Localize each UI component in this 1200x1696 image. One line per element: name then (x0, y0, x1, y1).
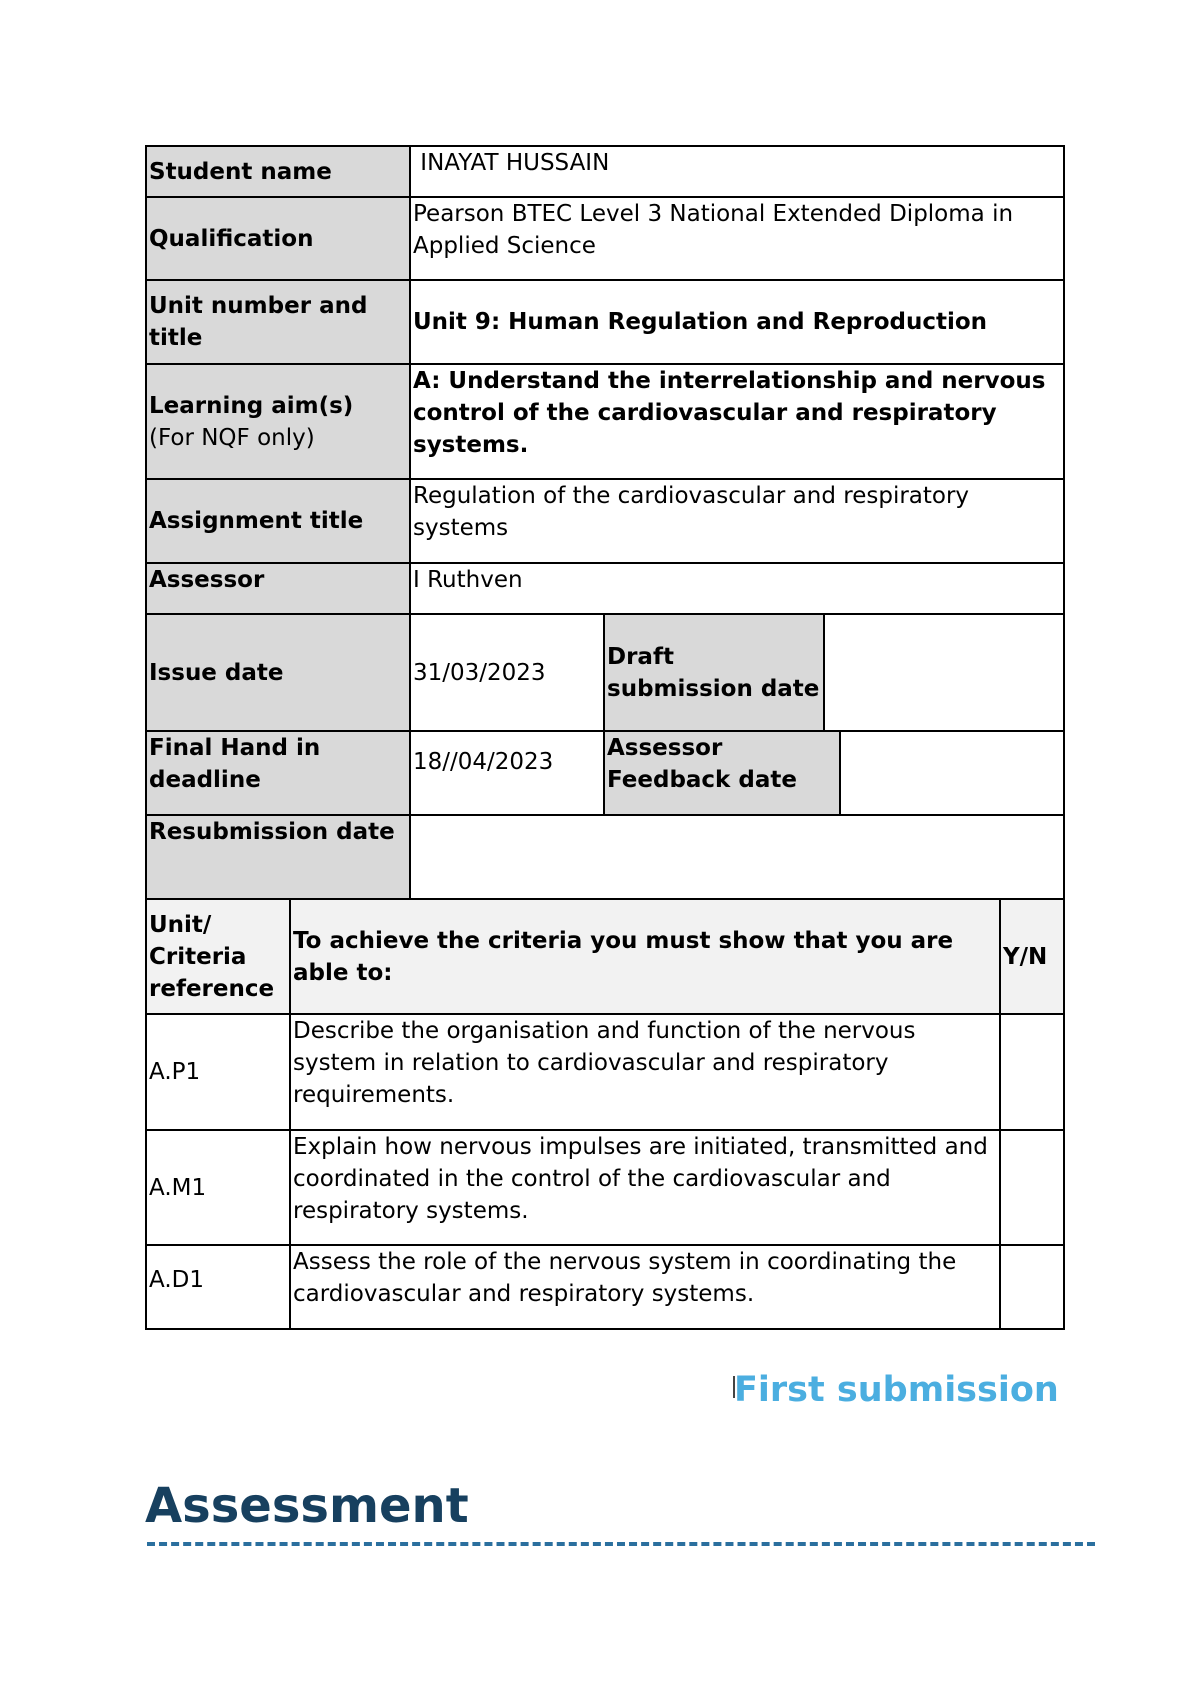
first-submission-heading: First submission (734, 1370, 1059, 1410)
table-row-yn-am1 (999, 1129, 1065, 1246)
qualification-label: Qualification (145, 196, 411, 281)
resubmission-label: Resubmission date (145, 814, 411, 900)
learning-aim-sublabel: (For NQF only) (149, 424, 315, 451)
draft-submission-label: Draft submission date (603, 613, 825, 732)
learning-aim-value: A: Understand the interrelationship and nervous control of the cardiovascular and respiratory systems. (409, 363, 1065, 480)
assessor-label: Assessor (145, 562, 411, 615)
assignment-title-label: Assignment title (145, 478, 411, 564)
criteria-header-yn: Y/N (999, 898, 1065, 1015)
assessment-heading-rule (147, 1542, 1095, 1546)
assessor-value: I Ruthven (409, 562, 1065, 615)
final-deadline-label: Final Hand in deadline (145, 730, 411, 816)
assignment-title-value: Regulation of the cardiovascular and respiratory systems (409, 478, 1065, 564)
feedback-date-value (839, 730, 1065, 816)
unit-label: Unit number and title (145, 279, 411, 365)
student-name-label: Student name (145, 145, 411, 198)
learning-aim-label-text: Learning aim(s) (149, 392, 354, 419)
final-deadline-value: 18//04/2023 (409, 730, 605, 816)
table-row-desc-ad1: Assess the role of the nervous system in coordinating the cardiovascular and respiratory systems. (289, 1244, 1001, 1330)
table-row-ref-am1: A.M1 (145, 1129, 291, 1246)
issue-date-label: Issue date (145, 613, 411, 732)
table-row-desc-ap1: Describe the organisation and function of the nervous system in relation to cardiovascular and respiratory requirements. (289, 1013, 1001, 1131)
learning-aim-label (145, 363, 411, 480)
feedback-date-label: Assessor Feedback date (603, 730, 841, 816)
table-row-ref-ap1: A.P1 (145, 1013, 291, 1131)
table-row-desc-am1: Explain how nervous impulses are initiated, transmitted and coordinated in the control of the cardiovascular and respiratory systems. (289, 1129, 1001, 1246)
qualification-value: Pearson BTEC Level 3 National Extended Diploma in Applied Science (409, 196, 1065, 281)
issue-date-value: 31/03/2023 (409, 613, 605, 732)
table-row-ref-ad1: A.D1 (145, 1244, 291, 1330)
criteria-header-desc: To achieve the criteria you must show that you are able to: (289, 898, 1001, 1015)
criteria-header-ref: Unit/ Criteria reference (145, 898, 291, 1015)
assessment-heading: Assessment (145, 1478, 469, 1534)
table-row-yn-ad1 (999, 1244, 1065, 1330)
draft-submission-value (823, 613, 1065, 732)
table-row-yn-ap1 (999, 1013, 1065, 1131)
student-name-value: INAYAT HUSSAIN (409, 145, 1065, 198)
resubmission-value (409, 814, 1065, 900)
unit-value: Unit 9: Human Regulation and Reproduction (409, 279, 1065, 365)
